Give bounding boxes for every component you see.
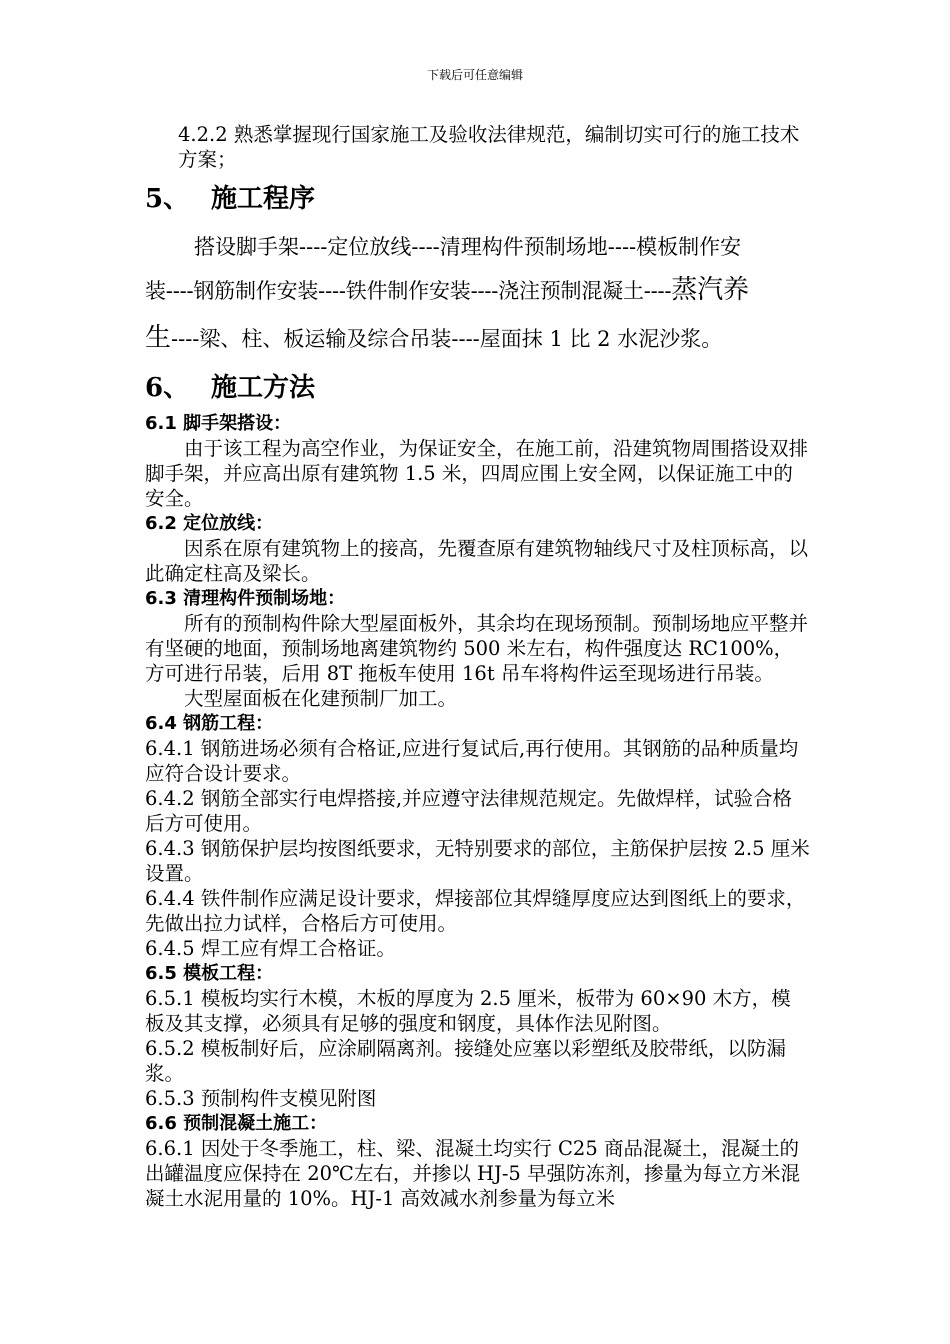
heading-6-2: 6.2 定位放线： [145,513,274,534]
item-6-5-3: 6.5.3 预制构件支模见附图 [145,1087,377,1110]
heading-6-6: 6.6 预制混凝土施工： [145,1113,328,1134]
heading-6-4: 6.4 钢筋工程： [145,713,274,734]
document-body [145,122,810,1211]
procedure-line-3-rest: ----梁、柱、板运输及综合吊装----屋面抹 1 比 2 水泥沙浆。 [171,327,723,351]
procedure-line-2-large: 蒸汽养 [671,275,749,305]
item-6-5-2: 6.5.2 模板制好后，应涂刷隔离剂。接缝处应塞以彩塑纸及胶带纸，以防漏浆。 [145,1037,786,1085]
item-6-4-5: 6.4.5 焊工应有焊工合格证。 [145,937,396,960]
section-5-title: 施工程序 [211,184,316,214]
item-6-4-2: 6.4.2 钢筋全部实行电焊搭接,并应遵守法律规范规定。先做焊样，试验合格后方可使用。 [145,787,793,835]
construction-procedure [145,234,810,353]
procedure-line-3-large: 生 [145,323,172,353]
section-6-number: 6、 [145,373,190,403]
item-6-6-1: 6.6.1 因处于冬季施工，柱、梁、混凝土均实行 C25 商品混凝土，混凝土的出罐温度应保持在 20℃左右，并掺以 HJ-5 早强防冻剂，掺量为每立方米混凝土水泥用量的 10%。HJ-1 高效减水剂参量为每立米 [145,1137,801,1210]
item-6-5-1: 6.5.1 模板均实行木模，木板的厚度为 2.5 厘米，板带为 60×90 木方，模板及其支撑，必须具有足够的强度和钢度，具体作法见附图。 [145,987,791,1035]
paragraph-6-3-2: 大型屋面板在化建预制厂加工。 [184,687,458,710]
intro-paragraph: 4.2.2 熟悉掌握现行国家施工及验收法律规范，编制切实可行的施工技术方案； [178,123,800,171]
paragraph-6-3: 所有的预制构件除大型屋面板外，其余均在现场预制。预制场地应平整并有坚硬的地面，预制场地离建筑物约 500 米左右，构件强度达 RC100%，方可进行吊装，后用 8T 拖板车使用 16t 吊车将构件运至现场进行吊装。 [145,612,809,685]
item-6-4-1: 6.4.1 钢筋进场必须有合格证,应进行复试后,再行使用。其钢筋的品种质量均应符合设计要求。 [145,737,799,785]
item-6-4-3: 6.4.3 钢筋保护层均按图纸要求，无特别要求的部位，主筋保护层按 2.5 厘米设置。 [145,837,810,885]
procedure-line-2 [145,277,810,305]
section-5-number: 5、 [145,184,190,214]
procedure-line-1: 搭设脚手架----定位放线----清理构件预制场地----模板制作安 [194,235,742,259]
paragraph-6-1: 由于该工程为高空作业，为保证安全，在施工前，沿建筑物周围搭设双排脚手架，并应高出原有建筑物 1.5 米，四周应围上安全网，以保证施工中的安全。 [145,437,809,510]
heading-6-1: 6.1 脚手架搭设： [145,413,292,434]
heading-6-3: 6.3 清理构件预制场地： [145,588,346,609]
section-5-heading [145,184,810,214]
page-header: 下载后可任意编辑 [426,68,523,82]
item-6-4-4: 6.4.4 铁件制作应满足设计要求，焊接部位其焊缝厚度应达到图纸上的要求，先做出拉力试样，合格后方可使用。 [145,887,806,935]
procedure-line-2-main: 装----钢筋制作安装----铁件制作安装----浇注预制混凝土---- [145,279,672,303]
section-6-heading [145,373,810,403]
heading-6-5: 6.5 模板工程： [145,963,274,984]
paragraph-6-2: 因系在原有建筑物上的接高，先覆查原有建筑物轴线尺寸及柱顶标高，以此确定柱高及梁长。 [145,537,809,585]
procedure-line-3 [145,325,810,353]
section-6-title: 施工方法 [211,373,316,403]
